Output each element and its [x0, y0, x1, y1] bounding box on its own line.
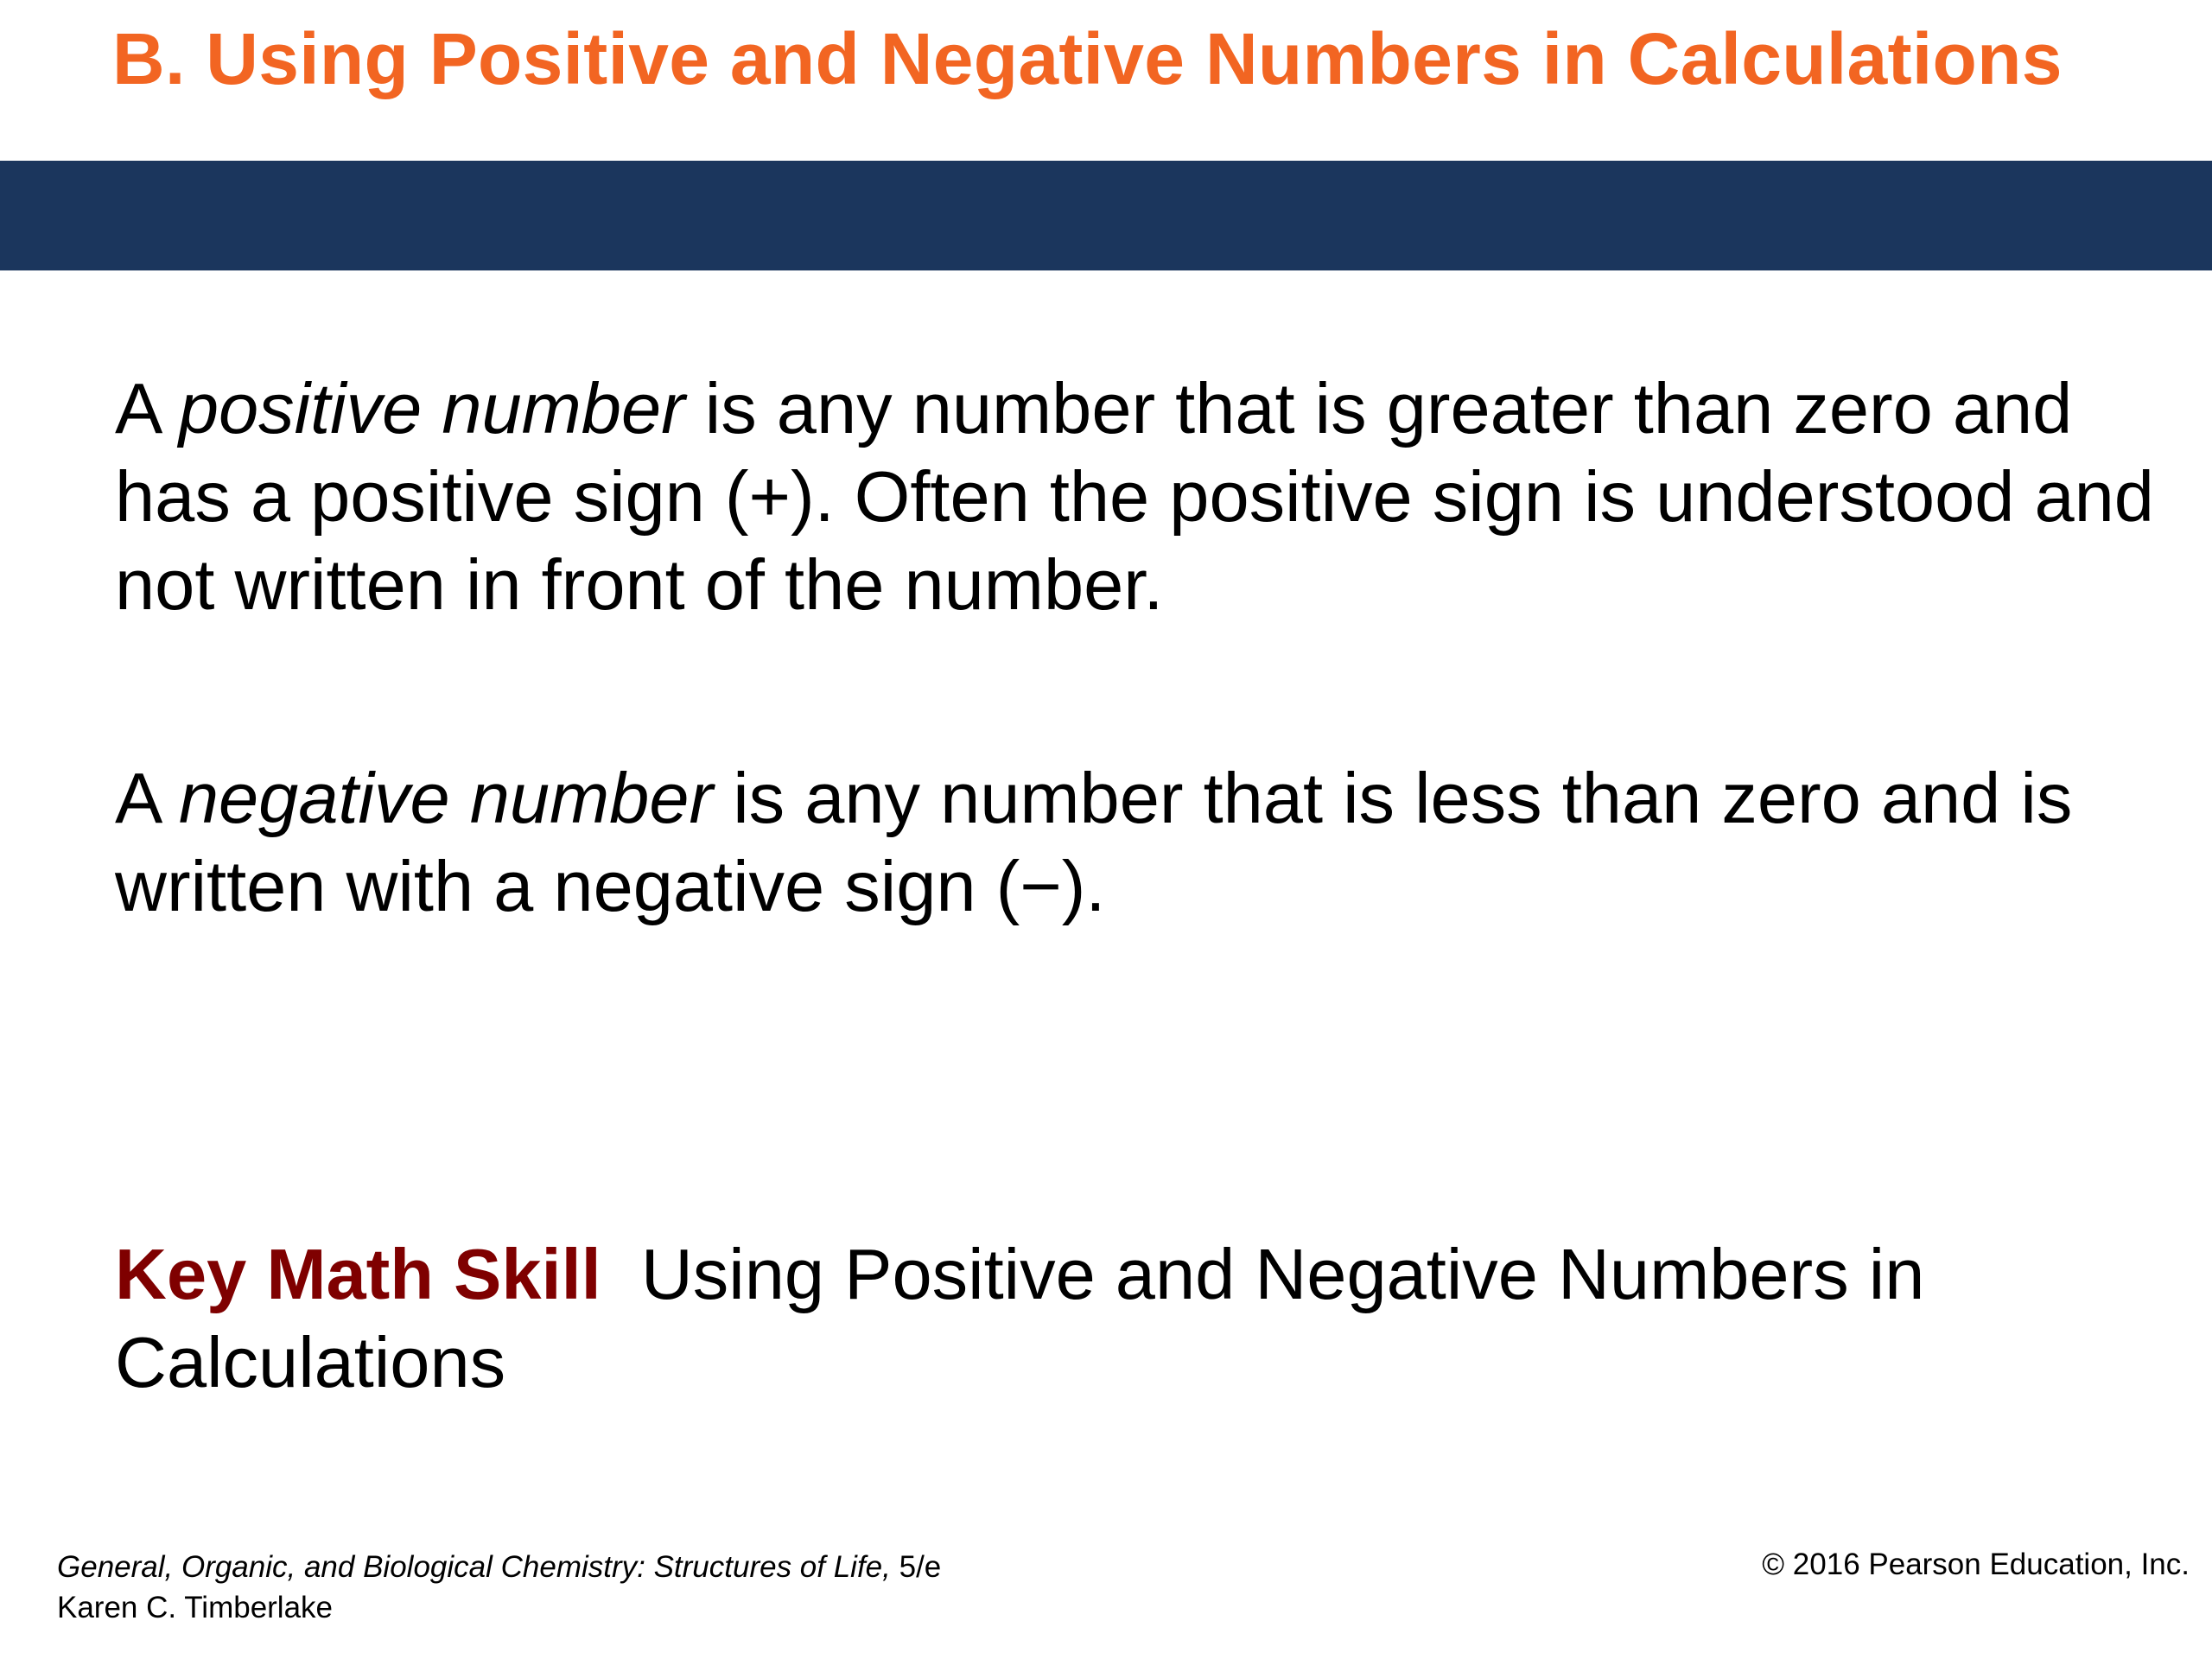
key-math-skill	[115, 1230, 2154, 1407]
spacer	[601, 1234, 641, 1314]
definition-text: is any number that is less than zero and is written with a negative sign (−).	[115, 758, 2073, 926]
positive-number-definition	[115, 365, 2154, 629]
key-math-skill-text: Using Positive and Negative Numbers in Calculations	[115, 1234, 1925, 1402]
negative-number-term: negative number	[178, 758, 714, 838]
definition-lead: A	[115, 758, 179, 838]
key-math-skill-label: Key Math Skill	[115, 1234, 601, 1314]
footer-book-title: General, Organic, and Biological Chemistry: Structures of Life,	[57, 1550, 891, 1584]
negative-number-definition	[115, 754, 2154, 931]
definition-text: is any number that is greater than zero and has a positive sign (+). Often the positive sign is understood and not written in front of the number.	[115, 368, 2154, 625]
title-banner	[0, 161, 2212, 270]
footer-author: Karen C. Timberlake	[57, 1591, 334, 1624]
definition-lead: A	[115, 368, 179, 448]
footer-edition: 5/e	[890, 1550, 942, 1584]
footer-copyright: © 2016 Pearson Education, Inc.	[1762, 1548, 2190, 1581]
footer-citation	[57, 1547, 941, 1628]
slide-title: B. Using Positive and Negative Numbers in Calculations	[112, 18, 2063, 99]
footer-book-line	[57, 1547, 941, 1587]
positive-number-term: positive number	[178, 368, 685, 448]
